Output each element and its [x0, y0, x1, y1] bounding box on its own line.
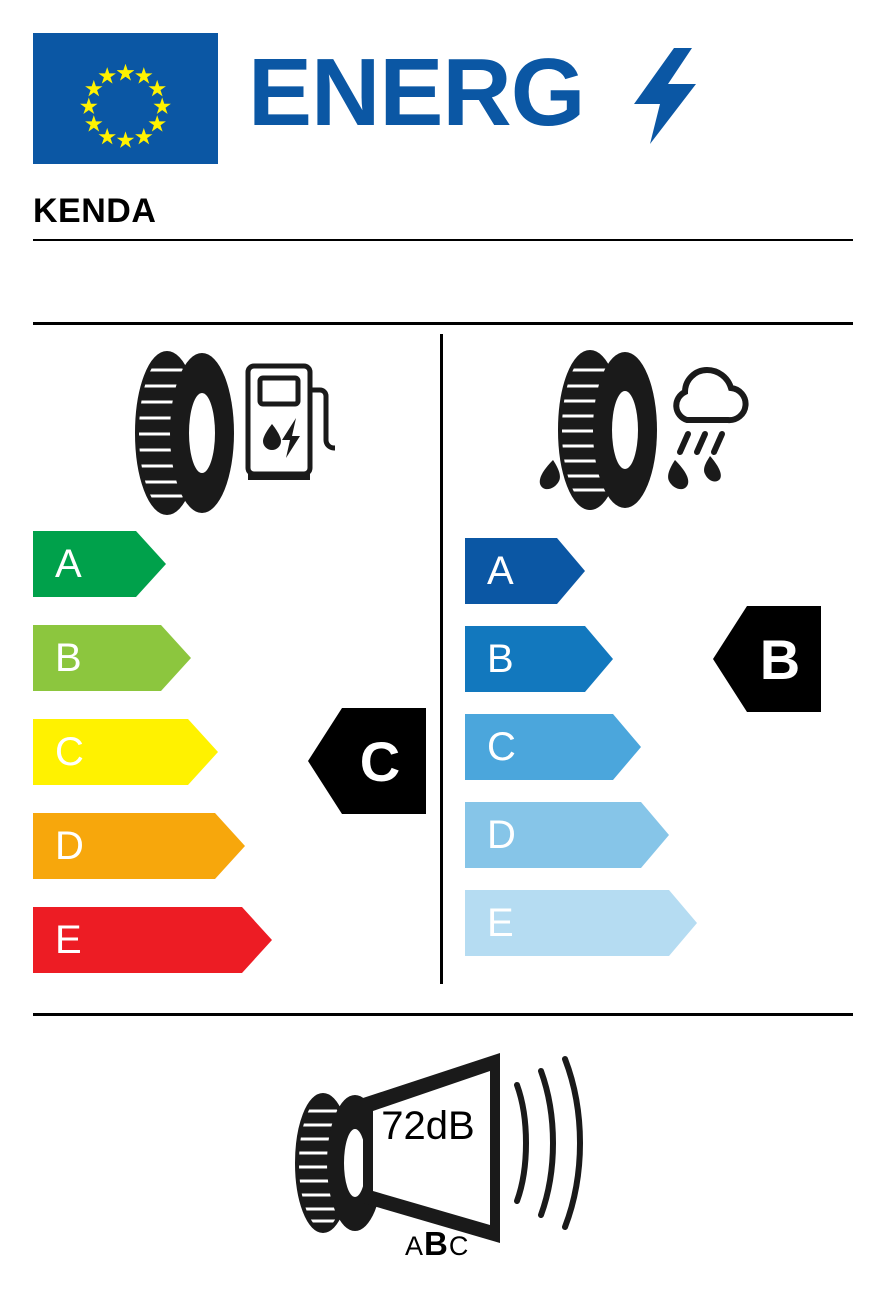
grip-grade-c-label: C: [487, 725, 516, 769]
fuel-grade-a-label: A: [55, 542, 82, 586]
fuel-result-label: C: [359, 729, 401, 793]
divider-brand: [33, 239, 853, 241]
grip-grade-b: [465, 626, 613, 692]
grip-grade-d-label: D: [487, 813, 516, 857]
grip-grade-a: [465, 538, 585, 604]
noise-class-b: B: [424, 1225, 449, 1262]
fuel-grade-d: [33, 813, 245, 879]
fuel-grade-d-label: D: [55, 824, 84, 868]
lightning-bolt-icon: [634, 48, 700, 144]
fuel-result-arrow: [308, 708, 426, 814]
divider-top: [33, 322, 853, 325]
tyre-rain-cloud-icon: [525, 348, 755, 523]
fuel-grade-c-label: C: [55, 730, 84, 774]
noise-class-row: [405, 1225, 469, 1263]
fuel-grade-b-label: B: [55, 636, 82, 680]
brand-name: KENDA: [33, 192, 157, 230]
fuel-grade-e-label: E: [55, 918, 82, 962]
grip-grade-b-label: B: [487, 637, 514, 681]
fuel-grade-a: [33, 531, 166, 597]
grip-grade-e-label: E: [487, 901, 514, 945]
noise-class-a: A: [405, 1231, 425, 1261]
grip-grade-d: [465, 802, 669, 868]
divider-vertical: [440, 334, 443, 984]
divider-bottom: [33, 1013, 853, 1016]
grip-result-arrow: [713, 606, 821, 712]
grip-grade-a-label: A: [487, 549, 514, 593]
tyre-fuel-pump-icon: [120, 348, 335, 523]
energy-wordmark: ENERG: [248, 39, 585, 146]
noise-class-c: C: [448, 1231, 470, 1261]
eu-flag-icon: [33, 33, 218, 164]
grip-result-label: B: [759, 627, 801, 691]
grip-grade-e: [465, 890, 697, 956]
grip-grade-c: [465, 714, 641, 780]
fuel-grade-e: [33, 907, 272, 973]
noise-value: 72dB: [381, 1104, 475, 1148]
fuel-grade-b: [33, 625, 191, 691]
fuel-grade-c: [33, 719, 218, 785]
